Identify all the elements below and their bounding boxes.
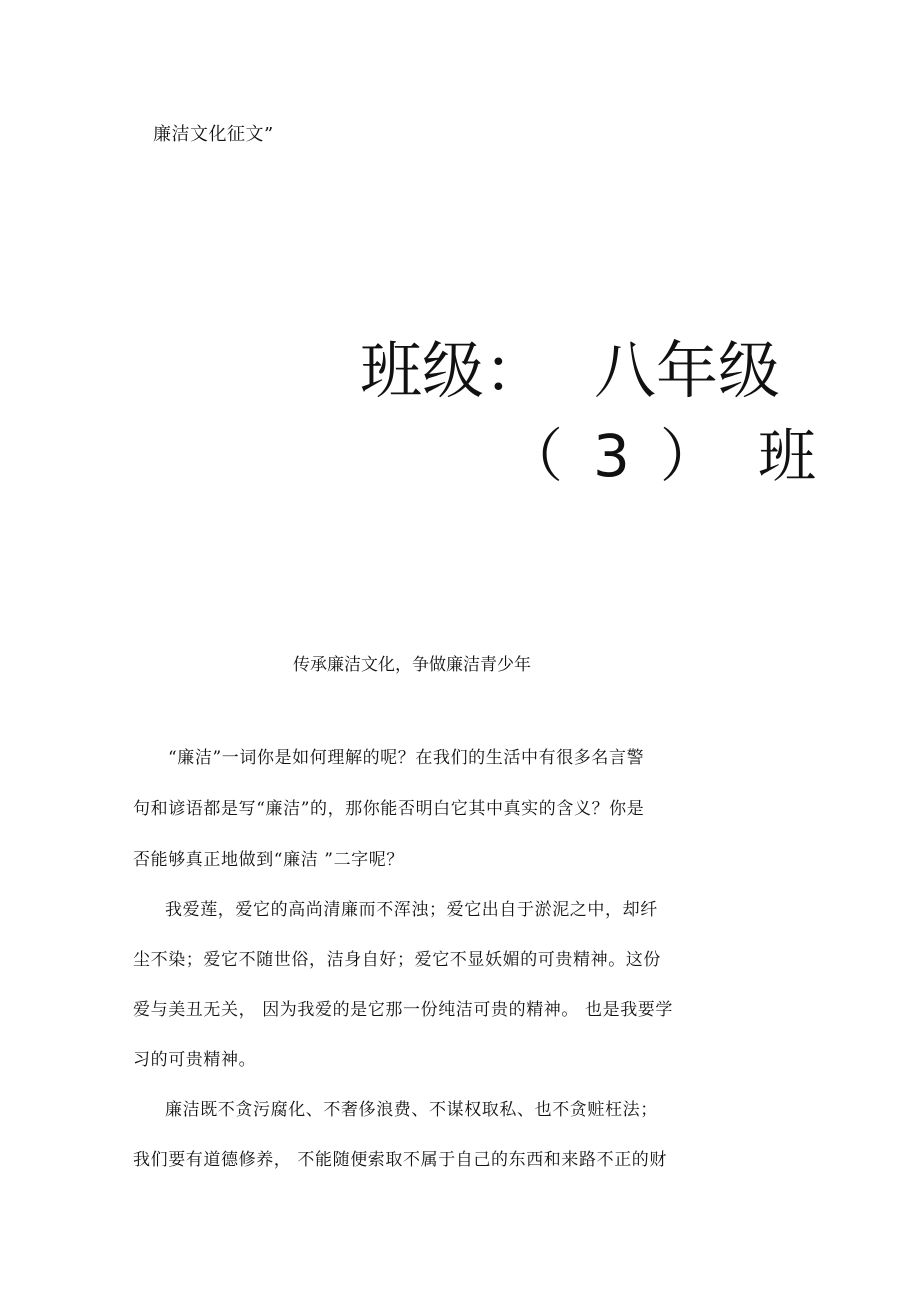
class-label-line xyxy=(360,333,780,409)
essay-line: “廉洁”一词你是如何理解的呢？在我们的生活中有很多名言警 xyxy=(168,748,645,768)
class-grade: 八年级 xyxy=(594,334,781,407)
essay-line: 爱与美丑无关， 因为我爱的是它那一份纯洁可贵的精神。 也是我要学 xyxy=(133,1000,674,1020)
class-paren-close: ） xyxy=(659,422,718,490)
essay-line: 我爱莲，爱它的高尚清廉而不浑浊；爱它出自于淤泥之中，却纤 xyxy=(165,900,658,920)
essay-line: 否能够真正地做到“廉洁 ”二字呢？ xyxy=(133,850,404,870)
essay-line: 我们要有道德修养， 不能随便索取不属于自己的东西和来路不正的财 xyxy=(133,1150,668,1170)
class-number: 3 xyxy=(593,422,630,490)
class-number-line xyxy=(505,418,816,494)
essay-line: 习的可贵精神。 xyxy=(133,1050,257,1070)
essay-title: 传承廉洁文化，争做廉洁青少年 xyxy=(293,655,531,675)
essay-line: 廉洁既不贪污腐化、不奢侈浪费、不谋权取私、也不贪赃枉法； xyxy=(165,1100,658,1120)
essay-line: 句和谚语都是写“廉洁”的，那你能否明白它其中真实的含义？你是 xyxy=(133,799,645,819)
class-paren-open: （ xyxy=(505,422,564,490)
essay-line: 尘不染；爱它不随世俗，洁身自好；爱它不显妖媚的可贵精神。这份 xyxy=(133,950,661,970)
class-suffix: 班 xyxy=(757,422,816,490)
class-label: 班级： xyxy=(360,334,547,407)
document-header-title: 廉洁文化征文” xyxy=(153,124,274,145)
